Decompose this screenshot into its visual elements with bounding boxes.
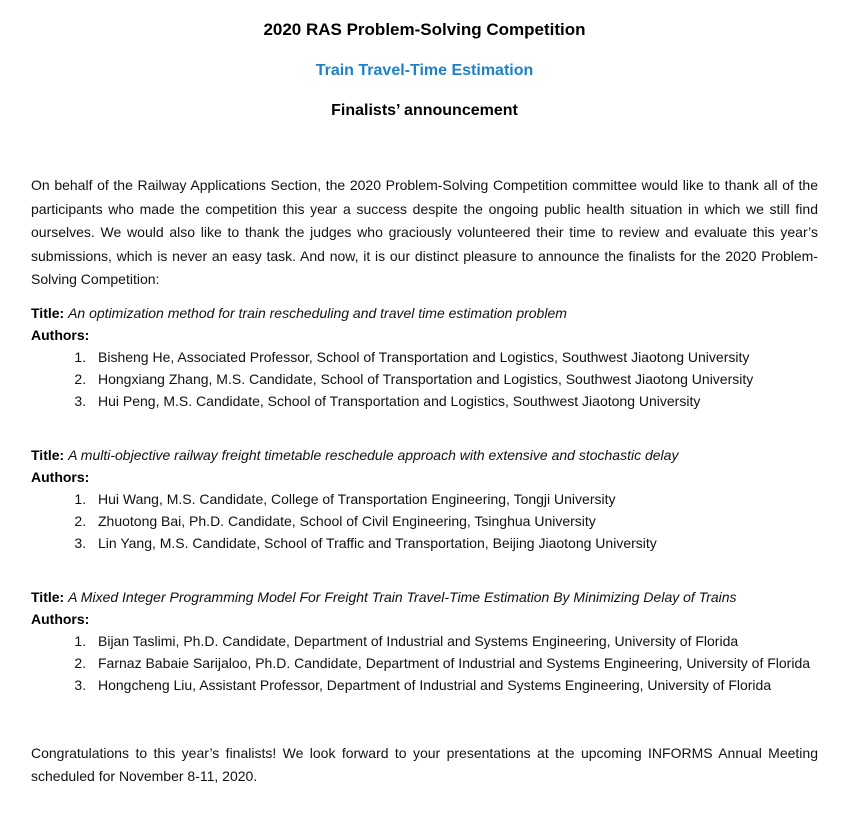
section-title-line (31, 586, 818, 608)
title-label: Title: (31, 588, 65, 605)
section-title-line (31, 302, 818, 324)
author-item: 3. Hongcheng Liu, Assistant Professor, Department of Industrial and Systems Engineering, University of Florida (90, 674, 818, 696)
author-item: 1. Bisheng He, Associated Professor, School of Transportation and Logistics, Southwest Jiaotong University (90, 346, 818, 368)
closing-paragraph: Congratulations to this year’s finalists! We look forward to your presentations at the upcoming INFORMS Annual Meeting scheduled for November 8-11, 2020. (31, 744, 818, 784)
doc-announcement: Finalists’ announcement (331, 102, 518, 119)
section-title-line (31, 444, 818, 466)
intro-paragraph: On behalf of the Railway Applications Section, the 2020 Problem-Solving Competition committee would like to thank all of the participants who made the competition this year a success despite the ongoing public health situation in which we still find ourselves. We would also like to thank the judges who graciously volunteered their time to review and evaluate this year’s submissions, which is never an easy task. And now, it is our distinct pleasure to announce the finalists for the 2020 Problem-Solving Competition: (31, 177, 818, 287)
finalist-section-2 (31, 444, 818, 554)
title-text: A Mixed Integer Programming Model For Freight Train Travel-Time Estimation By Minimizing Delay of Trains (68, 588, 737, 605)
title-text: An optimization method for train rescheduling and travel time estimation problem (68, 304, 567, 321)
authors-label: Authors: (31, 326, 90, 343)
finalist-section-1 (31, 302, 818, 412)
author-list (31, 630, 818, 696)
author-item: 2. Farnaz Babaie Sarijaloo, Ph.D. Candidate, Department of Industrial and Systems Engineering, University of Florida (90, 652, 818, 674)
title-label: Title: (31, 446, 65, 463)
title-text: A multi-objective railway freight timetable reschedule approach with extensive and stochastic delay (68, 446, 679, 463)
title-label: Title: (31, 304, 65, 321)
author-list (31, 346, 818, 412)
authors-label: Authors: (31, 610, 90, 627)
author-list (31, 488, 818, 554)
author-item: 2. Hongxiang Zhang, M.S. Candidate, School of Transportation and Logistics, Southwest Jiaotong University (90, 368, 818, 390)
author-item: 3. Lin Yang, M.S. Candidate, School of Traffic and Transportation, Beijing Jiaotong University (90, 532, 818, 554)
doc-title: 2020 RAS Problem-Solving Competition (263, 20, 586, 39)
author-item: 2. Zhuotong Bai, Ph.D. Candidate, School of Civil Engineering, Tsinghua University (90, 510, 818, 532)
author-item: 3. Hui Peng, M.S. Candidate, School of Transportation and Logistics, Southwest Jiaotong University (90, 390, 818, 412)
finalist-section-3 (31, 586, 818, 696)
author-item: 1. Hui Wang, M.S. Candidate, College of Transportation Engineering, Tongji University (90, 488, 818, 510)
doc-subtitle: Train Travel-Time Estimation (315, 62, 534, 79)
author-item: 1. Bijan Taslimi, Ph.D. Candidate, Department of Industrial and Systems Engineering, University of Florida (90, 630, 818, 652)
authors-label: Authors: (31, 468, 90, 485)
